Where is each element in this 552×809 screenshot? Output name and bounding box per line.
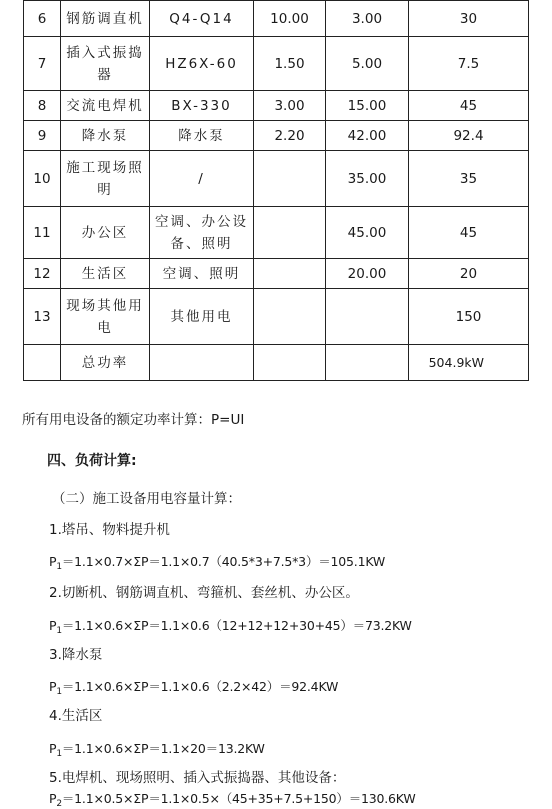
cell-line: 电 (97, 319, 113, 336)
cell-unit-power: 5.00 (326, 37, 409, 91)
cell-row-number: 10 (24, 151, 61, 207)
equipment-power-table (23, 0, 529, 381)
table-row (24, 91, 529, 121)
cell-model-spec (150, 37, 254, 91)
cell-unit-power (326, 289, 409, 345)
cell-equipment-name (61, 121, 150, 151)
cell-unit-power: 3.00 (326, 1, 409, 37)
cell-total-power: 20 (409, 259, 529, 289)
cell-line: 降水泵 (81, 127, 129, 144)
cell-row-number: 12 (24, 259, 61, 289)
cell-model-spec (150, 345, 254, 381)
cell-line: Q4-Q14 (169, 10, 234, 27)
formula-3: $P_1=1.1\times 0.6\times\Sigma P=1.1\times 0.6(2.2\times 42)=92.4KW$ (49, 679, 339, 697)
cell-quantity: 2.20 (254, 121, 326, 151)
cell-total-power: 45 (409, 207, 529, 259)
cell-equipment-name (61, 91, 150, 121)
cell-line: 钢筋调直机 (66, 10, 144, 27)
cell-quantity: 1.50 (254, 37, 326, 91)
cell-line: 备、照明 (170, 235, 233, 252)
table-row (24, 207, 529, 259)
cell-quantity (254, 289, 326, 345)
cell-line: 办公区 (81, 224, 129, 241)
table-row (24, 289, 529, 345)
cell-line: 现场其他用 (66, 297, 144, 314)
cell-model-spec (150, 1, 254, 37)
cell-quantity: 10.00 (254, 1, 326, 37)
cell-row-number: 6 (24, 1, 61, 37)
cell-row-number: 11 (24, 207, 61, 259)
cell-total-power: 504.9kW (409, 345, 529, 381)
cell-line: 交流电焊机 (66, 97, 144, 114)
cell-unit-power: 45.00 (326, 207, 409, 259)
cell-total-power: 45 (409, 91, 529, 121)
cell-unit-power: 15.00 (326, 91, 409, 121)
cell-total-power: 30 (409, 1, 529, 37)
cell-equipment-name (61, 259, 150, 289)
cell-row-number (24, 345, 61, 381)
subsection-heading: （二）施工设备用电容量计算： (52, 491, 241, 507)
cell-line: BX-330 (171, 97, 232, 114)
cell-equipment-name (61, 207, 150, 259)
cell-total-power: 7.5 (409, 37, 529, 91)
cell-unit-power (326, 345, 409, 381)
cell-unit-power: 20.00 (326, 259, 409, 289)
formula-5: $P_2=1.1\times 0.5\times\Sigma P=1.1\times 0.5\times(45+35+7.5+150)=130.6KW$ (49, 791, 416, 809)
cell-model-spec (150, 207, 254, 259)
cell-row-number: 9 (24, 121, 61, 151)
cell-equipment-name (61, 151, 150, 207)
formula-4: $P_1=1.1\times 0.6\times\Sigma P=1.1\times 20=13.2KW$ (49, 741, 265, 759)
cell-line: 生活区 (81, 265, 129, 282)
item-1-label: 1.塔吊、物料提升机 (49, 522, 170, 538)
cell-equipment-name (61, 289, 150, 345)
cell-equipment-name (61, 345, 150, 381)
cell-line: 其他用电 (170, 308, 233, 325)
item-3-label: 3.降水泵 (49, 647, 103, 663)
cell-equipment-name (61, 1, 150, 37)
cell-line: HZ6X-60 (165, 55, 238, 72)
cell-row-number: 8 (24, 91, 61, 121)
cell-line: / (198, 170, 205, 187)
section-heading-load-calculation: 四、负荷计算: (47, 453, 137, 469)
cell-line: 明 (97, 181, 113, 198)
cell-quantity: 3.00 (254, 91, 326, 121)
cell-equipment-name (61, 37, 150, 91)
cell-unit-power: 35.00 (326, 151, 409, 207)
cell-row-number: 7 (24, 37, 61, 91)
power-formula-note: 所有用电设备的额定功率计算：P=UI (22, 412, 245, 428)
cell-total-power: 150 (409, 289, 529, 345)
cell-quantity (254, 259, 326, 289)
cell-line: 器 (97, 66, 113, 83)
cell-line: 降水泵 (178, 127, 225, 144)
table-row (24, 37, 529, 91)
formula-2: $P_1=1.1\times 0.6\times\Sigma P=1.1\times 0.6(12+12+12+30+45)=73.2KW$ (49, 618, 412, 636)
cell-line: 施工现场照 (66, 159, 144, 176)
formula-1: $P_1=1.1\times 0.7\times\Sigma P=1.1\times 0.7(40.5*3+7.5*3)=105.1KW$ (49, 554, 386, 572)
cell-model-spec (150, 151, 254, 207)
cell-quantity (254, 151, 326, 207)
cell-quantity (254, 207, 326, 259)
cell-model-spec (150, 121, 254, 151)
cell-row-number: 13 (24, 289, 61, 345)
cell-total-power: 35 (409, 151, 529, 207)
item-2-label: 2.切断机、钢筋调直机、弯箍机、套丝机、办公区。 (49, 585, 359, 601)
table-row (24, 1, 529, 37)
item-5-label: 5.电焊机、现场照明、插入式振捣器、其他设备： (49, 770, 346, 786)
cell-total-power: 92.4 (409, 121, 529, 151)
cell-line: 空调、照明 (162, 265, 241, 282)
cell-quantity (254, 345, 326, 381)
table-row (24, 121, 529, 151)
cell-unit-power: 42.00 (326, 121, 409, 151)
item-4-label: 4.生活区 (49, 708, 103, 724)
cell-model-spec (150, 259, 254, 289)
cell-model-spec (150, 289, 254, 345)
table-row (24, 345, 529, 381)
cell-model-spec (150, 91, 254, 121)
cell-line: 空调、办公设 (155, 213, 248, 230)
cell-line: 插入式振捣 (66, 44, 144, 61)
cell-line: 总功率 (81, 354, 129, 371)
table-row (24, 259, 529, 289)
table-row (24, 151, 529, 207)
